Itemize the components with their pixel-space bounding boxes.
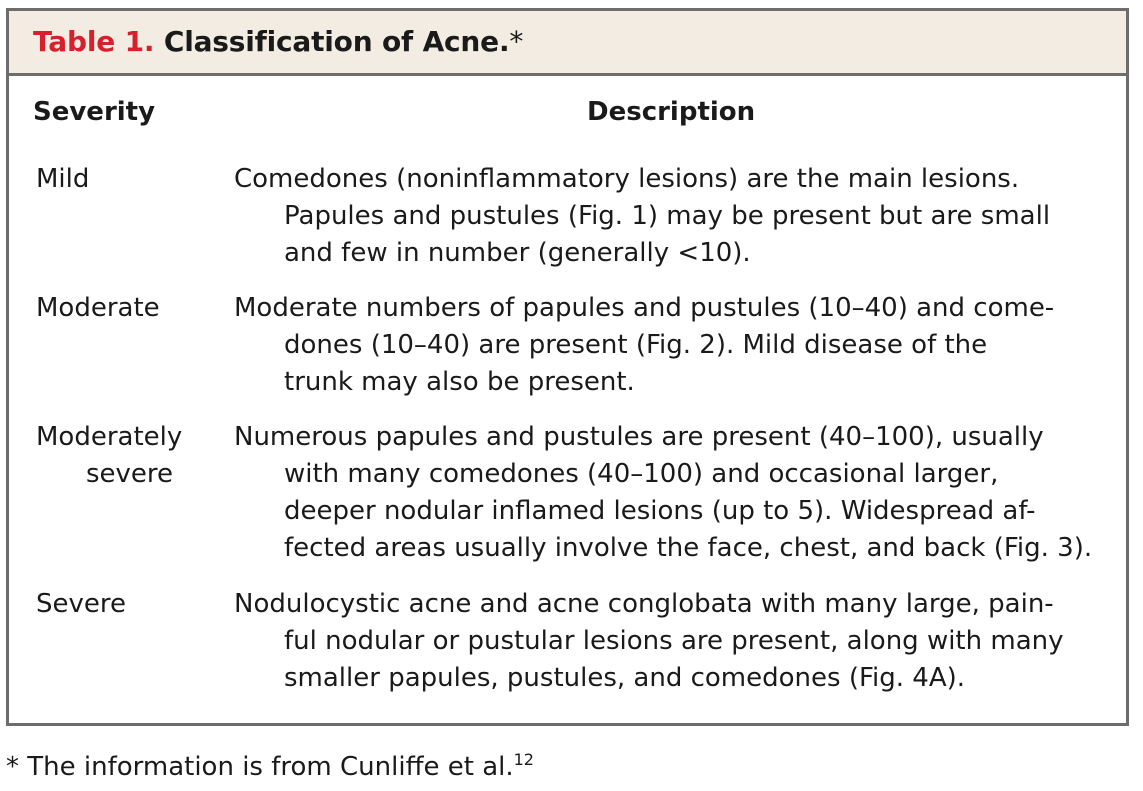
table-footnote [6,750,534,782]
description-line: Papules and pustules (Fig. 1) may be present but are small [284,201,1051,231]
description-line: trunk may also be present. [284,367,635,397]
description-line: ful nodular or pustular lesions are present, along with many [284,626,1064,656]
description-line: fected areas usually involve the face, chest, and back (Fig. 3). [284,533,1093,563]
description-line: Nodulocystic acne and acne conglobata with many large, pain- [234,589,1054,619]
table-title-bar [9,11,1126,76]
description-line: Comedones (noninflammatory lesions) are the main lesions. [234,164,1020,194]
footnote-text: * The information is from Cunliffe et al. [6,752,514,782]
severity-cell: Severe [36,589,126,619]
column-header-severity: Severity [33,97,156,127]
classification-table [6,8,1129,726]
description-line: and few in number (generally <10). [284,238,751,268]
table-title [33,25,523,58]
description-line: Moderate numbers of papules and pustules (10–40) and come- [234,293,1055,323]
footnote-reference: 12 [513,750,534,769]
description-cell [234,586,1143,697]
description-cell [234,419,1143,567]
column-header-description: Description [587,97,756,127]
description-cell [234,161,1143,272]
severity-cell: Mild [36,164,90,194]
description-line: dones (10–40) are present (Fig. 2). Mild disease of the [284,330,988,360]
description-cell [234,290,1143,401]
description-line: deeper nodular inflamed lesions (up to 5). Widespread af- [284,496,1036,526]
description-line: Numerous papules and pustules are present (40–100), usually [234,422,1044,452]
description-line: smaller papules, pustules, and comedones (Fig. 4A). [284,663,966,693]
severity-cell: Moderate [36,293,160,323]
severity-cell: Moderately severe [36,422,183,489]
table-title-text: Classification of Acne. [163,25,510,58]
description-line: with many comedones (40–100) and occasional larger, [284,459,999,489]
table-label: Table 1. [33,25,155,58]
table-title-footnote-mark: * [509,25,524,58]
